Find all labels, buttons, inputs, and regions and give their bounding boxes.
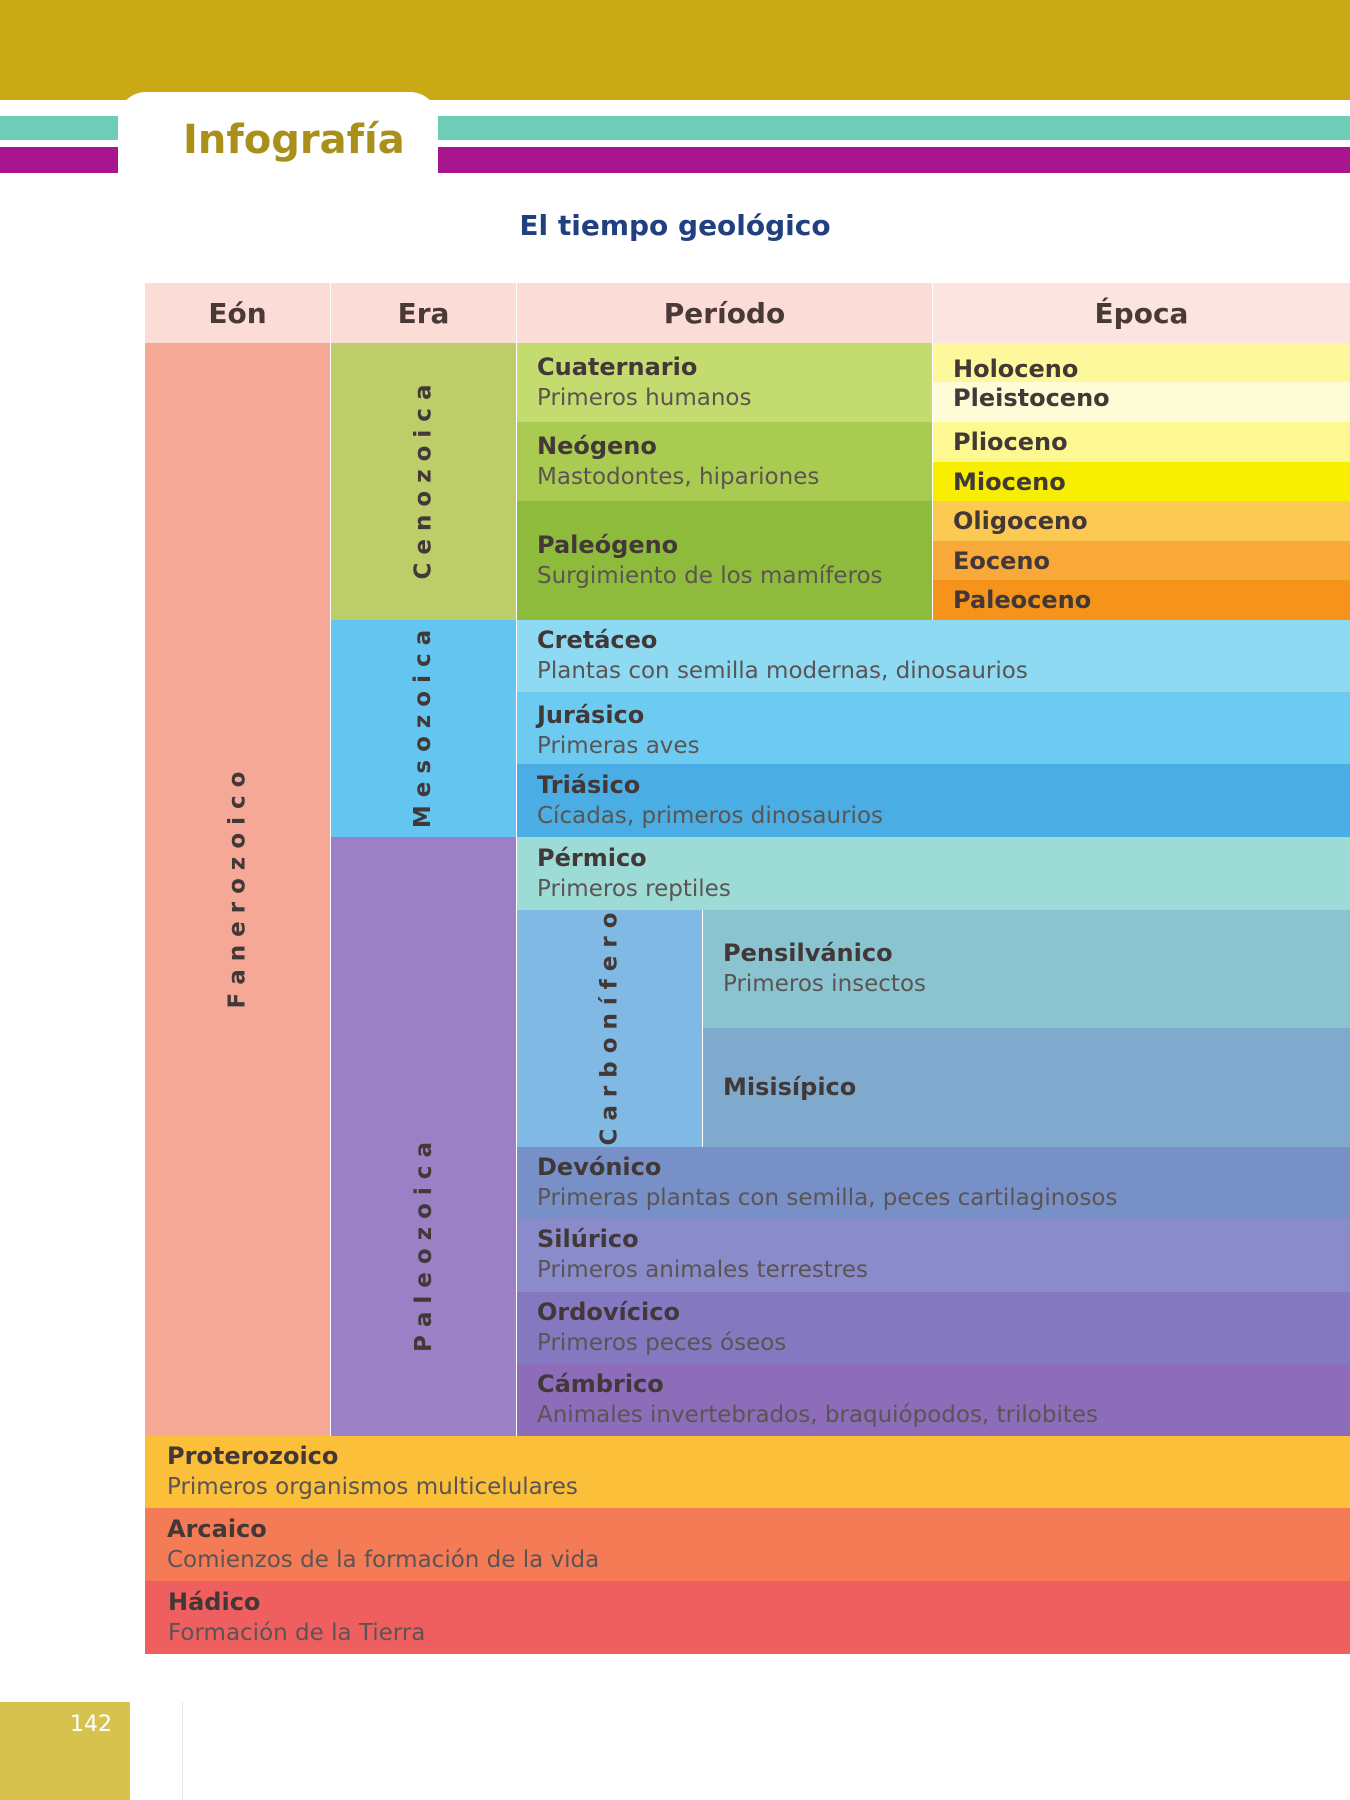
period-name: Silúrico — [537, 1225, 639, 1253]
period-desc: Surgimiento de los mamíferos — [537, 562, 883, 589]
period-desc: Primeras aves — [537, 733, 700, 759]
period-misisipico — [703, 1028, 1350, 1147]
period-desc: Plantas con semilla modernas, dinosaurios — [537, 658, 1028, 684]
eon-desc: Comienzos de la formación de la vida — [167, 1546, 600, 1573]
period-ordovicico — [517, 1292, 1350, 1364]
period-cretaceo — [517, 620, 1350, 692]
header-eon: Eón — [145, 283, 330, 343]
period-desc: Primeros animales terrestres — [537, 1257, 868, 1283]
period-desc: Cícadas, primeros dinosaurios — [537, 802, 883, 829]
era-mesozoica-label: M e s o z o i c a — [410, 629, 437, 828]
period-name: Paleógeno — [537, 530, 679, 559]
epoch-plioceno: Plioceno — [933, 422, 1350, 462]
eon-fanerozoico — [145, 343, 330, 1436]
footer-divider — [182, 1702, 183, 1800]
page-title: El tiempo geológico — [519, 209, 831, 242]
epoch-eoceno: Eoceno — [933, 541, 1350, 580]
eon-name: Proterozoico — [167, 1442, 339, 1470]
period-paleogeno — [517, 501, 932, 620]
period-name: Cretáceo — [537, 626, 658, 654]
period-triasico — [517, 764, 1350, 837]
eon-hadico — [145, 1581, 1350, 1654]
epoch-pleistoceno: Pleistoceno — [933, 382, 1350, 422]
epoch-oligoceno: Oligoceno — [933, 501, 1350, 541]
period-pensilvanico — [703, 910, 1350, 1028]
era-cenozoica — [331, 343, 516, 620]
period-desc: Mastodontes, hipariones — [537, 463, 820, 490]
period-desc: Primeros humanos — [537, 384, 752, 411]
epoch-holoceno: Holoceno — [933, 343, 1350, 382]
period-name: Cámbrico — [537, 1370, 664, 1398]
period-devonico — [517, 1147, 1350, 1218]
period-name: Jurásico — [537, 701, 645, 729]
period-cambrico — [517, 1364, 1350, 1436]
period-name: Devónico — [537, 1152, 662, 1181]
epoch-paleoceno: Paleoceno — [933, 580, 1350, 620]
eon-arcaico — [145, 1508, 1350, 1581]
period-jurasico — [517, 692, 1350, 764]
period-name: Triásico — [537, 770, 641, 799]
period-permico — [517, 837, 1350, 910]
eon-name: Arcaico — [167, 1514, 267, 1543]
period-desc: Primeros reptiles — [537, 875, 731, 902]
period-neogeno — [517, 422, 932, 501]
era-paleozoica — [331, 837, 516, 1436]
era-cenozoica-label: C e n o z o i c a — [410, 384, 437, 579]
period-name: Misisípico — [723, 1073, 857, 1101]
period-carbonifero — [517, 910, 702, 1147]
header-epoca: Época — [933, 283, 1350, 343]
period-desc: Primeros peces óseos — [537, 1330, 787, 1356]
top-color-bar — [0, 0, 1350, 100]
page-number: 142 — [70, 1712, 112, 1737]
era-mesozoica — [331, 620, 516, 837]
period-desc: Animales invertebrados, braquiópodos, trilobites — [537, 1402, 1099, 1428]
period-silurico — [517, 1218, 1350, 1292]
period-name: Ordovícico — [537, 1298, 680, 1326]
period-cuaternario — [517, 343, 932, 422]
header-era: Era — [331, 283, 516, 343]
period-desc: Primeros insectos — [723, 971, 927, 997]
eon-fanerozoico-label: F a n e r o z o i c o — [224, 771, 251, 1008]
period-name: Neógeno — [537, 431, 657, 460]
eon-proterozoico — [145, 1436, 1350, 1508]
eon-desc: Formación de la Tierra — [168, 1619, 426, 1646]
eon-desc: Primeros organismos multicelulares — [167, 1474, 578, 1500]
eon-name: Hádico — [168, 1587, 261, 1616]
period-name: Cuaternario — [537, 352, 698, 381]
era-paleozoica-label: P a l e o z o i c a — [410, 1141, 437, 1352]
epoch-mioceno: Mioceno — [933, 462, 1350, 501]
header-periodo: Período — [517, 283, 932, 343]
period-name: Pérmico — [537, 843, 647, 872]
period-desc: Primeras plantas con semilla, peces cartilaginosos — [537, 1184, 1118, 1211]
section-tab-title: Infografía — [183, 117, 405, 163]
period-name: Pensilvánico — [723, 939, 893, 967]
period-carbonifero-label: C a r b o n í f e r o — [596, 911, 623, 1146]
